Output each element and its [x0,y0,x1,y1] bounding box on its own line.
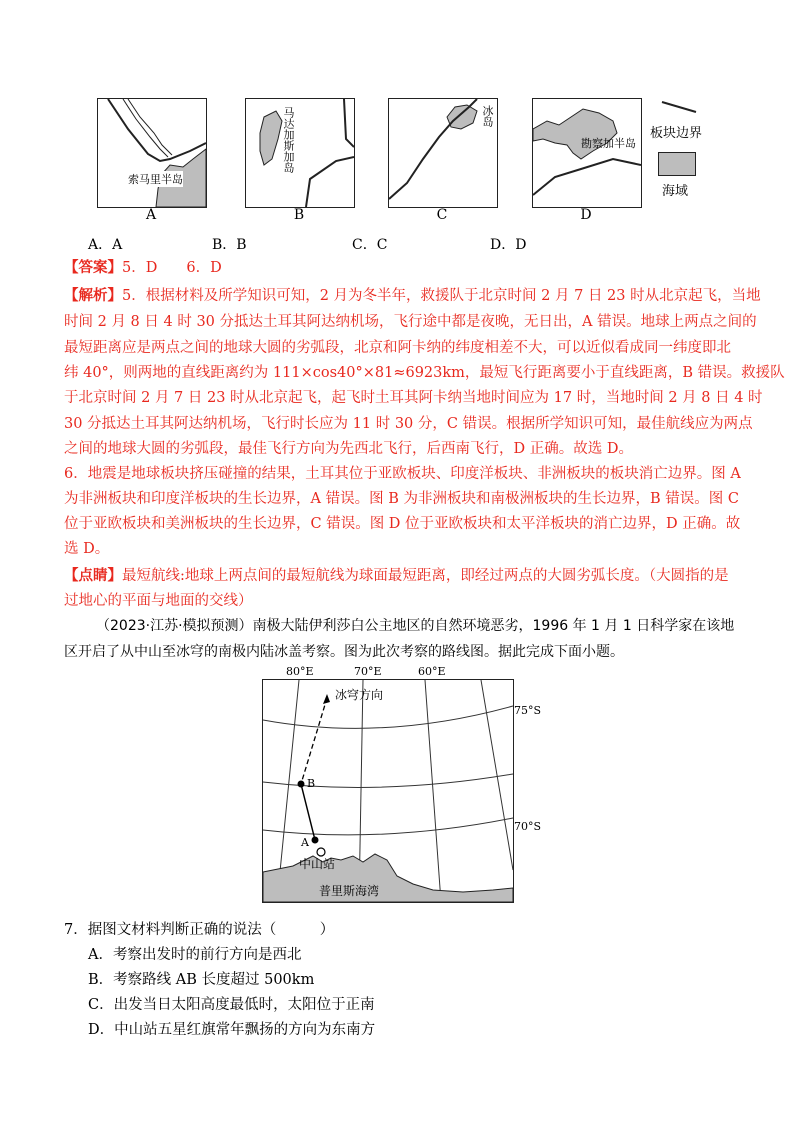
legend-boundary-label: 板块边界 [650,126,703,141]
map-a-place: 索马里半岛 [128,173,183,186]
map-a-letter: A [145,207,157,223]
intro-line-1: （2023·江苏·模拟预测）南极大陆伊利莎白公主地区的自然环境恶劣，1996 年 1 月 1 日科学家在该地 [96,618,735,634]
point-a-label: A [301,836,309,849]
map-b-letter: B [293,207,305,223]
map-c [388,98,498,208]
map-d-drawing [533,99,641,207]
answer-tag: 【答案】 [64,259,122,276]
sea-legend-icon [658,152,696,176]
route-map [262,679,514,903]
question-option-b: B．考察路线 AB 长度超过 500km [88,972,315,988]
question-option-a: A．考察出发时的前行方向是西北 [88,947,302,963]
analysis-line-1 [64,286,761,306]
legend-sea-label: 海域 [662,184,689,199]
analysis-text-2: 最短距离应是两点之间的地球大圆的劣弧段，北京和阿卡纳的纬度相差不大，可以近似看成同一纬度即北 [64,340,731,356]
tip-text-1: 最短航线:地球上两点间的最短航线为球面最短距离，即经过两点的大圆劣弧长度。（大圆指的是 [122,568,729,584]
option-c: C．C [352,237,388,253]
option-a: A．A [88,237,123,253]
station-label: 中山站 [299,857,336,871]
question-stem: 7．据图文材料判断正确的说法（ ） [64,922,335,938]
lat-label-75: 75°S [514,704,542,717]
lon-label-70: 70°E [354,665,382,678]
analysis-text-0: 5．根据材料及所学知识可知，2 月为冬半年，救援队于北京时间 2 月 7 日 23 时从北京起飞，当地 [122,288,761,304]
analysis-text-3: 纬 40°，则两地的直线距离约为 111×cos40°×81≈6923km，最短飞行距离要小于直线距离，B 错误。救援队 [64,365,785,381]
map-b-drawing [246,99,354,207]
map-c-letter: C [436,207,448,223]
lon-label-60: 60°E [418,665,446,678]
analysis-text-4: 于北京时间 2 月 7 日 23 时从北京起飞，起飞时土耳其阿卡纳当地时间应为 17 时，当地时间 2 月 8 日 4 时 [64,390,763,406]
map-a [97,98,207,208]
map-b-place: 马达加斯加岛 [282,107,295,173]
analysis-text-10: 选 D。 [64,541,110,557]
bay-label: 普里斯海湾 [319,884,380,898]
analysis-text-6: 之间的地球大圆的劣弧段，最佳飞行方向为先西北飞行，后西南飞行，D 正确。故选 D。 [64,441,633,457]
map-d-place: 勘察加半岛 [581,137,636,150]
point-b-label: B [307,777,316,790]
question-option-d: D．中山站五星红旗常年飘扬的方向为东南方 [88,1022,376,1038]
option-b: B．B [212,237,247,253]
map-a-drawing [98,99,206,207]
direction-label: 冰穹方向 [335,688,384,702]
answer-text: 5．D 6．D [122,260,222,276]
map-d [532,98,642,208]
tip-text-2: 过地心的平面与地面的交线） [64,593,253,609]
map-d-letter: D [580,207,592,223]
analysis-text-1: 时间 2 月 8 日 4 时 30 分抵达土耳其阿达纳机场，飞行途中都是夜晚，无日出，A 错误。地球上两点之间的 [64,314,757,330]
analysis-text-5: 30 分抵达土耳其阿达纳机场，飞行时长应为 11 时 30 分，C 错误。根据所学知识可知，最佳航线应为两点 [64,416,753,432]
map-c-place: 冰岛 [481,105,494,127]
intro-line-2: 区开启了从中山至冰穹的南极内陆冰盖考察。图为此次考察的路线图。据此完成下面小题。 [64,644,624,660]
lon-label-80: 80°E [286,665,314,678]
tip-tag: 【点睛】 [64,567,122,584]
map-b [245,98,355,208]
analysis-tag: 【解析】 [64,287,122,304]
analysis-text-7: 6．地震是地球板块挤压碰撞的结果，土耳其位于亚欧板块、印度洋板块、非洲板块的板块消亡边界。图 A [64,466,741,482]
answer-line [64,258,222,278]
analysis-text-9: 位于亚欧板块和美洲板块的生长边界，C 错误。图 D 位于亚欧板块和太平洋板块的消亡边界，D 正确。故 [64,516,741,532]
analysis-text-8: 为非洲板块和印度洋板块的生长边界，A 错误。图 B 为非洲板块和南极洲板块的生长边界，B 错误。图 C [64,491,739,507]
plate-boundary-legend-icon [660,100,700,116]
option-d: D．D [490,237,527,253]
tip-line-1 [64,566,729,586]
question-option-c: C．出发当日太阳高度最低时，太阳位于正南 [88,997,375,1013]
lat-label-70: 70°S [514,820,542,833]
